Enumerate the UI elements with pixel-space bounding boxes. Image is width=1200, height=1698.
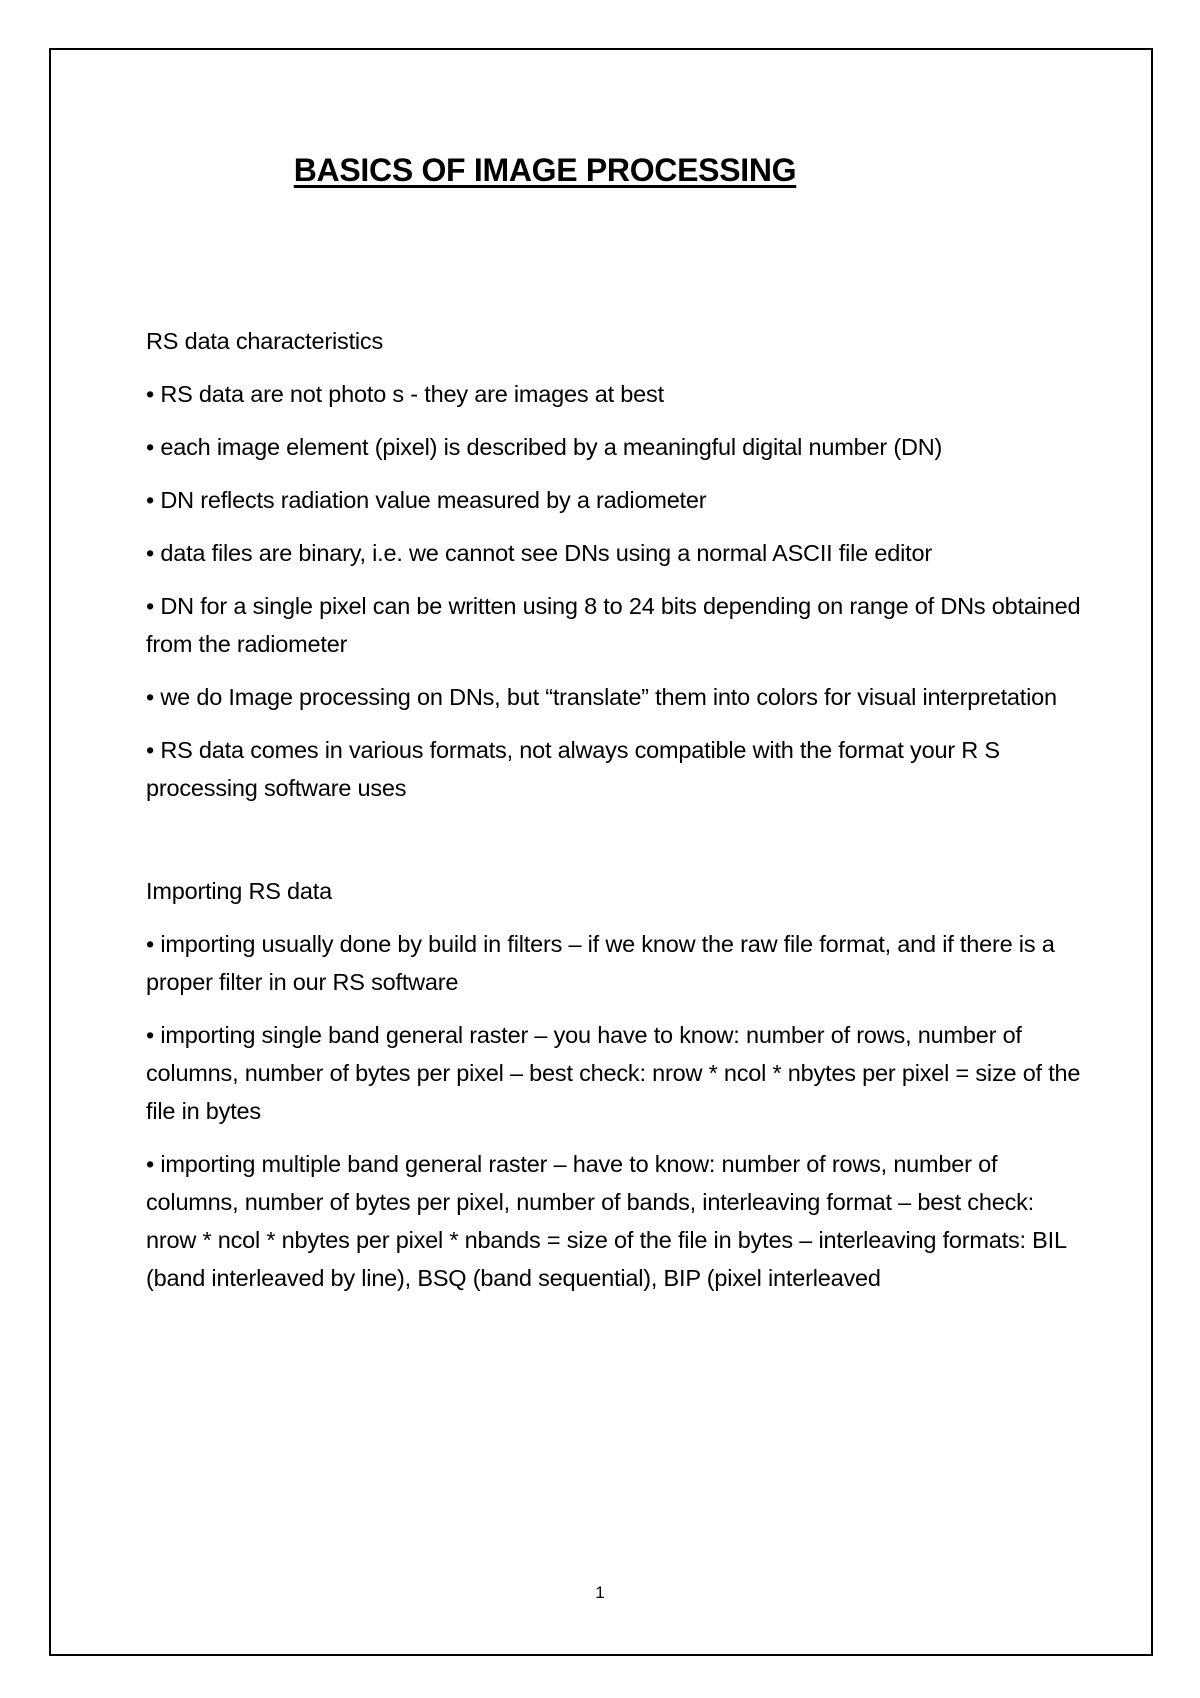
bullet-item: • DN reflects radiation value measured by a radiometer: [146, 487, 707, 513]
bullet-item: • importing multiple band general raster – have to know: number of rows, number of columns, number of bytes per pixel, number of bands, interleaving format – best check: nrow * ncol * nbytes per pixel * nbands = size of the file in bytes – interleaving formats: BIL (band interleaved by line), BSQ (band sequential), BIP (pixel interleaved: [146, 1151, 1066, 1291]
section-importing-rs-data: [146, 872, 1086, 1297]
document-title: BASICS OF IMAGE PROCESSING: [293, 152, 797, 188]
bullet-item: • importing usually done by build in filters – if we know the raw file format, and if there is a proper filter in our RS software: [146, 931, 1055, 995]
bullet-item: • we do Image processing on DNs, but “translate” them into colors for visual interpretation: [146, 684, 1057, 710]
section-heading: Importing RS data: [146, 878, 332, 904]
section-heading: RS data characteristics: [146, 328, 384, 354]
bullet-item: • RS data are not photo s - they are images at best: [146, 381, 664, 407]
bullet-item: • data files are binary, i.e. we cannot see DNs using a normal ASCII file editor: [146, 540, 932, 566]
section-rs-data-characteristics: [146, 322, 1086, 807]
section-spacer: [146, 822, 1086, 872]
bullet-item: • each image element (pixel) is described by a meaningful digital number (DN): [146, 434, 943, 460]
document-body: [146, 322, 1086, 1312]
bullet-item: • DN for a single pixel can be written using 8 to 24 bits depending on range of DNs obtained from the radiometer: [146, 593, 1081, 657]
bullet-item: • importing single band general raster – you have to know: number of rows, number of columns, number of bytes per pixel – best check: nrow * ncol * nbytes per pixel = size of the file in bytes: [146, 1022, 1081, 1124]
bullet-item: • RS data comes in various formats, not always compatible with the format your R S processing software uses: [146, 737, 1000, 801]
page-number: 1: [595, 1583, 605, 1602]
